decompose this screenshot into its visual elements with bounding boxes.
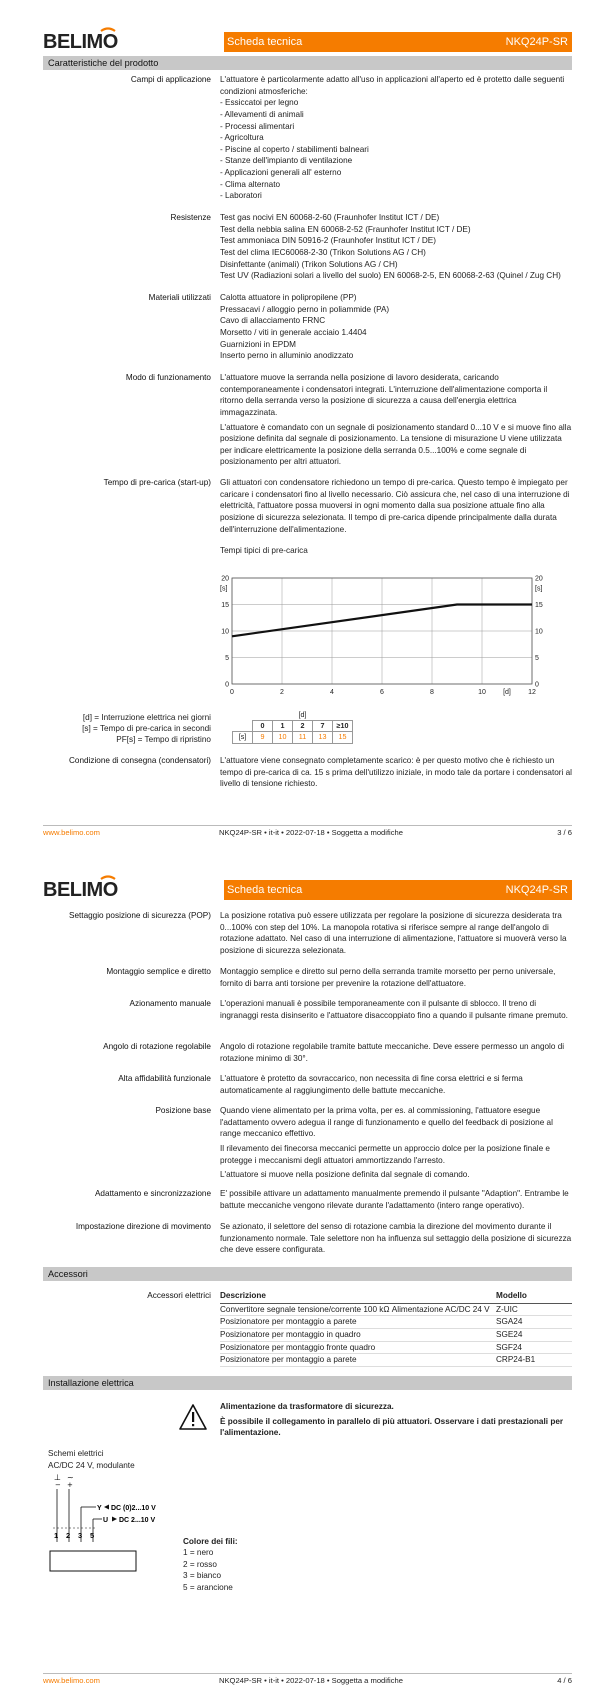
value-materiali (220, 292, 572, 362)
svg-text:BELIMO: BELIMO (43, 879, 118, 901)
warning-line-2: È possibile il collegamento in parallelo di più attuatori. Osservare i dati prestazionali per l'alimentazione. (220, 1416, 564, 1438)
label-tempo: Tempo di pre-carica (start-up) (103, 478, 211, 487)
campi-item: - Agricoltura (220, 133, 264, 143)
section-caratteristiche: Caratteristiche del prodotto (43, 56, 572, 70)
modo-p2: L'attuatore è comandato con un segnale di posizionamento standard 0...10 V e si muove fino alla posizione definita dal segnale di posizionamento. La tensione di misurazione U viene utilizzata per indicare elettricamente la posizione della serranda 0.5...100% e come segnale di posizionamento per altri attuatori. (220, 422, 572, 467)
label-modo: Modo di funzionamento (125, 373, 211, 382)
label-affidabilita: Alta affidabilità funzionale (118, 1074, 211, 1083)
terminal-1: 1 (54, 1531, 59, 1540)
y-axis-label: [s] (220, 585, 228, 593)
footer-info: NKQ24P-SR • it-it • 2022-07-18 • Soggetta a modifiche (219, 828, 403, 837)
campi-item: - Applicazioni generali all' esterno (220, 168, 342, 178)
campi-item: - Clima alternato (220, 179, 281, 189)
value-consegna: L'attuatore viene consegnato completamente scarico: è per questo motivo che è richiesto un tempo di pre-carica di ca. 15 s prima dell'utilizzo iniziale, in modo tale da portare i condensatori al livello di tensione richiesto. (220, 756, 572, 789)
table-sec: 11 (293, 732, 313, 743)
label-pop: Settaggio posizione di sicurezza (POP) (69, 911, 211, 920)
color-item: 3 = bianco (183, 1571, 222, 1581)
label-resistenze: Resistenze (170, 213, 211, 222)
acc-desc: Posizionatore per montaggio in quadro (220, 1329, 361, 1339)
label-direzione: Impostazione direzione di movimento (75, 1222, 211, 1231)
label-azionamento: Azionamento manuale (129, 999, 211, 1008)
tilde-symbol: ~ (67, 1473, 74, 1482)
footer (43, 1676, 572, 1686)
campi-item: - Laboratori (220, 191, 262, 201)
x-tick-label: 4 (330, 689, 334, 696)
col-modello: Modello (496, 1291, 527, 1300)
warning-icon (178, 1403, 208, 1431)
campi-item: - Processi alimentari (220, 121, 295, 131)
label-accessori: Accessori elettrici (147, 1291, 211, 1300)
x-axis-label: [d] (503, 689, 511, 696)
gnd-symbol: ⊥ (54, 1473, 61, 1482)
model-number: NKQ24P-SR (505, 36, 568, 48)
svg-text:BELIMO: BELIMO (43, 31, 118, 53)
warning-text (220, 1401, 572, 1439)
label-adattamento: Adattamento e sincronizzazione (94, 1189, 211, 1198)
materiali-item: Pressacavi / alloggio perno in poliammide (PA) (220, 304, 390, 314)
label-consegna: Condizione di consegna (condensatori) (68, 756, 211, 765)
schemi-block (48, 1448, 135, 1471)
page-4 (0, 848, 600, 1696)
x-tick-label: 2 (280, 689, 284, 696)
wire-y: Y (97, 1505, 102, 1512)
wire-u: U (103, 1517, 109, 1524)
doc-title: Scheda tecnica (227, 884, 303, 896)
value-direzione: Se azionato, il selettore del senso di rotazione cambia la direzione del movimento durante il funzionamento normale. Tale selettore non ha influenza sul settaggio della posizione di sicurezza che deve essere configurata. (220, 1222, 572, 1255)
terminal-3: 3 (78, 1531, 83, 1540)
table-sec: 13 (313, 732, 333, 743)
label-angolo: Angolo di rotazione regolabile (103, 1042, 211, 1051)
acc-desc: Convertitore segnale tensione/corrente 100 kΩ Alimentazione AC/DC 24 V (220, 1304, 490, 1314)
table-row (220, 1342, 572, 1355)
campi-intro: L'attuatore è particolarmente adatto all'uso in applicazioni all'aperto ed è protetto dalle seguenti condizioni atmosferiche: (220, 75, 565, 96)
footer (43, 828, 572, 838)
y-axis-label-right: [s] (535, 585, 543, 593)
y-tick-label: 20 (221, 575, 229, 583)
table-unit-d: [d] (298, 710, 307, 719)
tempo-p1: Gli attuatori con condensatore richiedono un tempo di pre-carica. Questo tempo è impiegato per caricare i condensatori fino al livello necessario. Ciò assicura che, nel caso di una interruzione di elettricità, l'attuatore possa muoversi in ogni momento dalla sua posizione attuale fino alla posizione di sicurezza selezionata. Il tempo di pre-carica dipende principalmente dalla durata dell'interruzione dell'alimentazione. (220, 478, 570, 534)
schemi-subtitle: AC/DC 24 V, modulante (48, 1460, 135, 1470)
chart-caption: Tempi tipici di pre-carica (220, 546, 308, 556)
materiali-item: Inserto perno in alluminio anodizzato (220, 351, 354, 361)
campi-item: - Essiccatoi per legno (220, 98, 299, 108)
header-bar (224, 32, 572, 52)
table-row (220, 1354, 572, 1367)
y-tick-label: 0 (225, 681, 229, 689)
page-number: 4 / 6 (557, 1676, 572, 1685)
table-day: 7 (313, 721, 333, 732)
resistenze-item: Disinfettante (animali) (Trikon Solutions AG / CH) (220, 259, 398, 269)
precharge-table (232, 710, 353, 744)
materiali-item: Cavo di allacciamento FRNC (220, 316, 326, 326)
terminal-2: 2 (66, 1531, 71, 1540)
label-montaggio: Montaggio semplice e diretto (106, 967, 211, 976)
footer-info: NKQ24P-SR • it-it • 2022-07-18 • Soggetta a modifiche (219, 1676, 403, 1685)
value-adattamento: E' possibile attivare un adattamento manualmente premendo il pulsante "Adaption". Entrambe le battute meccaniche vengono rilevate durante l'adattamento (intero range operativo). (220, 1189, 569, 1210)
modo-p1: L'attuatore muove la serranda nella posizione di lavoro desiderata, caricando contemporaneamente i condensatori integrati. L'interruzione dell'alimentazione comporta il ritorno della serranda verso la posizione di sicurezza a causa dell'energia elettrica immagazzinata. (220, 373, 548, 417)
value-campi (220, 74, 572, 202)
campi-item: - Piscine al coperto / stabilimenti balneari (220, 144, 369, 154)
acc-model: SGE24 (496, 1329, 523, 1339)
y-tick-label-right: 15 (535, 602, 543, 609)
y-tick-label-right: 10 (535, 628, 543, 636)
accessori-header (220, 1290, 572, 1304)
acc-model: Z-UIC (496, 1304, 518, 1314)
table-row (220, 1329, 572, 1342)
resistenze-item: Test ammoniaca DIN 50916-2 (Fraunhofer Institut ICT / DE) (220, 236, 436, 246)
campi-item: - Stanze dell'impianto di ventilazione (220, 156, 353, 166)
y-tick-label: 5 (225, 655, 229, 662)
section-accessori: Accessori (43, 1267, 572, 1281)
page-number: 3 / 6 (557, 828, 572, 837)
materiali-item: Calotta attuatore in polipropilene (PP) (220, 293, 357, 302)
campi-item: - Allevamenti di animali (220, 109, 304, 119)
x-tick-label: 6 (380, 689, 384, 696)
table-sec: 9 (253, 732, 273, 743)
posizione-base-p2: Il rilevamento dei finecorsa meccanici permette un approccio dolce per la posizione finale e protegge i meccanismi degli attuatori ammortizzando l'arresto. (220, 1143, 550, 1165)
resistenze-item: Test UV (Radiazioni solari a livello del suolo) EN 60068-2-5, EN 60068-2-63 (Quinel / Zug CH) (220, 271, 561, 281)
label-posizione-base: Posizione base (155, 1106, 211, 1115)
value-azionamento: L'operazioni manuali è possibile temporaneamente con il pulsante di sblocco. Il treno di ingranaggi resta disinserito e l'attuatore disaccoppiato fino a quando il pulsante rimane premuto. (220, 999, 568, 1020)
value-angolo: Angolo di rotazione regolabile tramite battute meccaniche. Deve essere permesso un angolo di rotazione minimo di 30°. (220, 1042, 565, 1063)
y-tick-label: 15 (221, 602, 229, 609)
acc-model: CRP24-B1 (496, 1355, 536, 1365)
legend-pf: PF[s] = Tempo di ripristino (116, 735, 211, 745)
minus-symbol: − (55, 1481, 61, 1489)
header-bar (224, 880, 572, 900)
y-tick-label: 10 (221, 628, 229, 636)
materiali-item: Morsetto / viti in generale acciaio 1.4404 (220, 327, 367, 337)
terminal-5: 5 (90, 1531, 95, 1540)
acc-desc: Posizionatore per montaggio fronte quadro (220, 1342, 376, 1352)
col-descrizione: Descrizione (220, 1291, 266, 1300)
accessori-table (220, 1290, 572, 1367)
table-day: 2 (293, 721, 313, 732)
x-tick-label: 10 (478, 689, 486, 696)
belimo-logo (43, 28, 119, 52)
table-row (220, 1304, 572, 1317)
table-unit-s: [s] (233, 732, 253, 743)
legend-s: [s] = Tempo di pre-carica in secondi (82, 724, 211, 734)
x-tick-label: 12 (528, 689, 536, 696)
color-item: 1 = nero (183, 1548, 214, 1558)
schemi-title: Schemi elettrici (48, 1449, 104, 1458)
resistenze-item: Test della nebbia salina EN 60068-2-52 (Fraunhofer Institut ICT / DE) (220, 224, 471, 234)
legend-d: [d] = Interruzione elettrica nei giorni (82, 713, 211, 722)
model-number: NKQ24P-SR (505, 884, 568, 896)
value-resistenze (220, 212, 572, 282)
value-posizione-base (220, 1105, 572, 1181)
wiring-diagram (48, 1472, 198, 1584)
value-pop: La posizione rotativa può essere utilizzata per regolare la posizione di sicurezza desiderata tra 0...100% con step del 10%. La manopola rotativa si riferisce sempre al range dell'angolo di rotazione adattato. Nel caso di una interruzione di alimentazione, l'attuatore si muoverà verso la posizione di sicurezza selezionata. (220, 911, 567, 955)
footer-url[interactable]: www.belimo.com (43, 828, 100, 837)
posizione-base-p1: Quando viene alimentato per la prima volta, per es. al commissioning, l'attuatore esegue l'adattamento ovvero adegua il range di funzionamento e quello del feedback di posizione al range meccanico effettivo. (220, 1106, 553, 1139)
doc-title: Scheda tecnica (227, 36, 303, 48)
legend (43, 712, 211, 745)
posizione-base-p3: L'attuatore si muove nella posizione definita dal segnale di comando. (220, 1170, 470, 1180)
materiali-item: Guarnizioni in EPDM (220, 339, 296, 349)
value-modo (220, 372, 572, 468)
precharge-chart (222, 567, 552, 707)
table-sec: 15 (333, 732, 353, 743)
acc-desc: Posizionatore per montaggio a parete (220, 1355, 357, 1365)
acc-desc: Posizionatore per montaggio a parete (220, 1317, 357, 1327)
y-tick-label-right: 20 (535, 575, 543, 583)
wire-colors (183, 1536, 238, 1593)
resistenze-item: Test del clima IEC60068-2-30 (Trikon Solutions AG / CH) (220, 247, 426, 257)
section-installazione: Installazione elettrica (43, 1376, 572, 1390)
footer-divider (43, 825, 572, 826)
belimo-logo (43, 876, 119, 900)
colors-title: Colore dei fili: (183, 1537, 238, 1546)
table-row (220, 1316, 572, 1329)
acc-model: SGF24 (496, 1342, 522, 1352)
value-montaggio: Montaggio semplice e diretto sul perno della serranda tramite morsetto per perno universale, fornito di barra anti torsione per prevenire la rotazione dell'attuatore. (220, 967, 556, 988)
plus-symbol: + (67, 1481, 73, 1489)
resistenze-item: Test gas nocivi EN 60068-2-60 (Fraunhofer Institut ICT / DE) (220, 213, 440, 222)
label-materiali: Materiali utilizzati (148, 293, 211, 302)
footer-divider (43, 1673, 572, 1674)
table-day: 0 (253, 721, 273, 732)
table-day: 1 (273, 721, 293, 732)
y-tick-label-right: 0 (535, 681, 539, 689)
label-campi: Campi di applicazione (130, 75, 211, 84)
x-tick-label: 8 (430, 689, 434, 696)
y-tick-label-right: 5 (535, 655, 539, 662)
warning-line-1: Alimentazione da trasformatore di sicurezza. (220, 1402, 394, 1411)
value-tempo (220, 477, 572, 557)
wire-u-signal: DC 2...10 V (119, 1517, 156, 1524)
acc-model: SGA24 (496, 1317, 523, 1327)
wire-y-signal: DC (0)2...10 V (111, 1505, 156, 1512)
value-affidabilita: L'attuatore è protetto da sovraccarico, non necessita di fine corsa elettrici e si ferma automaticamente al raggiungimento delle battute meccaniche. (220, 1074, 523, 1095)
color-item: 2 = rosso (183, 1559, 217, 1569)
x-tick-label: 0 (230, 689, 234, 696)
table-sec: 10 (273, 732, 293, 743)
color-item: 5 = arancione (183, 1582, 233, 1592)
footer-url[interactable]: www.belimo.com (43, 1676, 100, 1685)
table-day: ≥10 (333, 721, 353, 732)
